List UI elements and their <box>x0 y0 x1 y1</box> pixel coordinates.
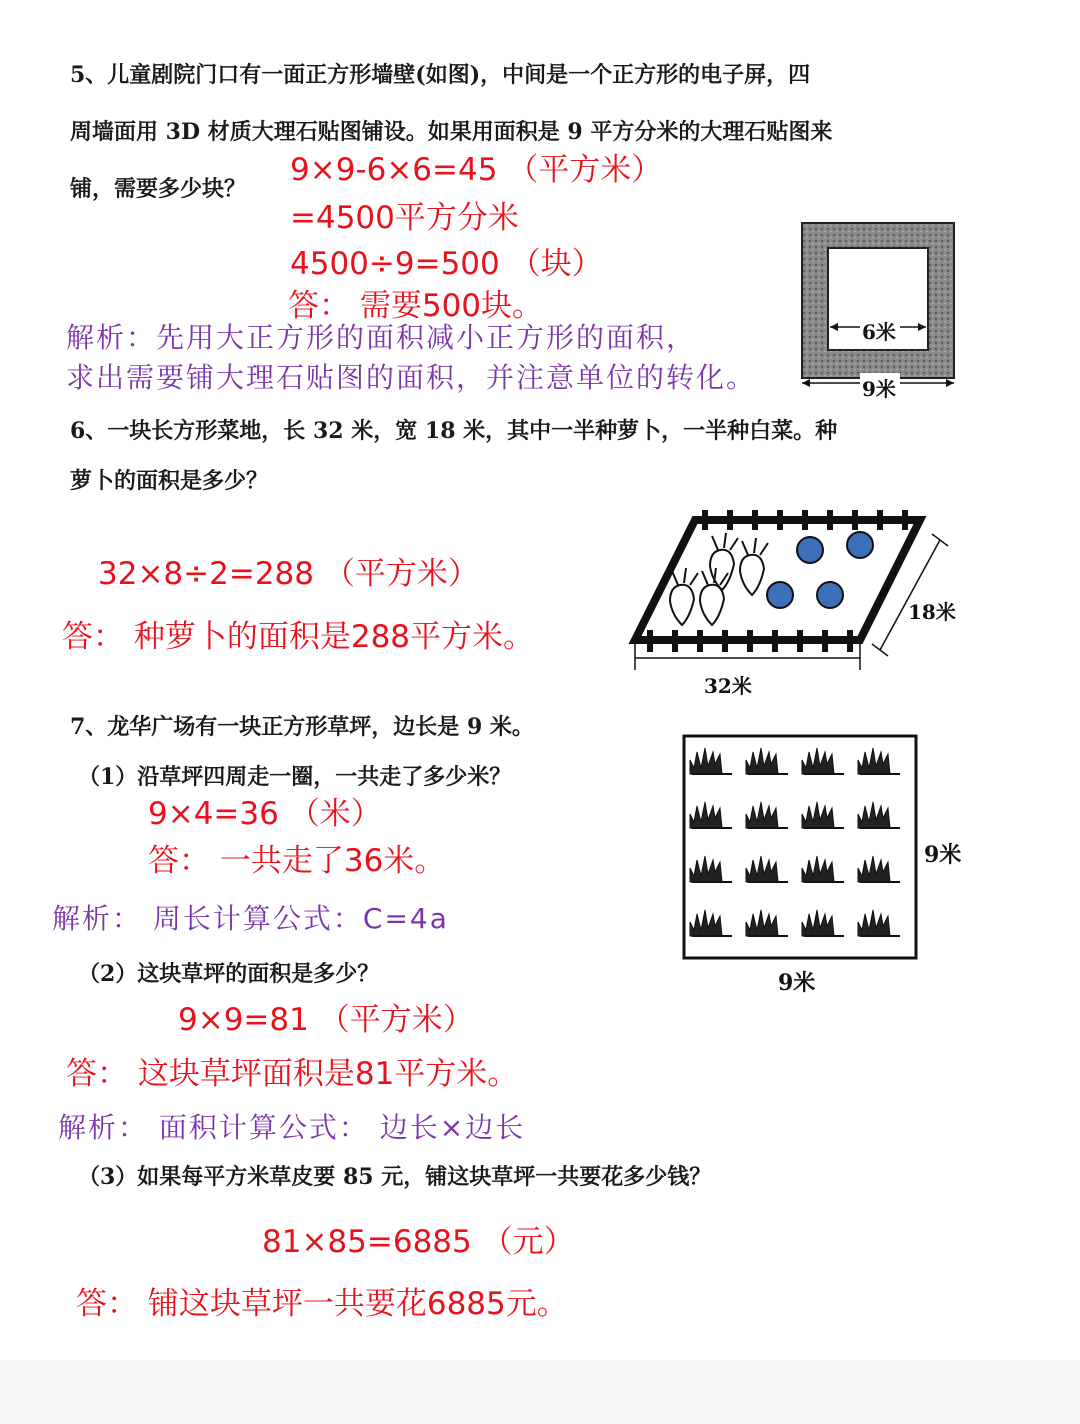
q7-part2-answer: 答： 这块草坪面积是81平方米。 <box>66 1056 519 1092</box>
q7-part2-work: 9×9=81 （平方米） <box>178 1002 474 1038</box>
inner-label: 6米 <box>862 320 896 344</box>
q5-answer: 答： 需要500块。 <box>288 288 544 324</box>
lawn-side-label: 9米 <box>924 842 962 868</box>
q7-part3-work: 81×85=6885 （元） <box>262 1224 575 1260</box>
q5-text-line3: 铺，需要多少块？ <box>70 176 247 202</box>
q5-work-step2: =4500平方分米 <box>290 200 519 236</box>
q6-work: 32×8÷2=288 （平方米） <box>98 556 479 592</box>
q6-text-line1: 6、一块长方形菜地，长 32 米，宽 18 米，其中一半种萝卜，一半种白菜。种 <box>70 418 838 444</box>
q5-analysis-line2: 求出需要铺大理石贴图的面积，并注意单位的转化。 <box>66 361 757 394</box>
q7-part1-answer: 答： 一共走了36米。 <box>148 843 446 879</box>
q7-part1-analysis: 解析： 周长计算公式：C=4a <box>52 902 449 935</box>
width-label: 18米 <box>908 600 956 624</box>
page-bottom-margin <box>0 1360 1080 1424</box>
q7-part1-work: 9×4=36 （米） <box>148 796 382 832</box>
q5-text-line2: 周墙面用 3D 材质大理石贴图铺设。如果用面积是 9 平方分米的大理石贴图来 <box>70 119 833 145</box>
fence <box>635 520 920 640</box>
q5-work-step3: 4500÷9=500 （块） <box>290 246 603 282</box>
q7-part3-answer: 答： 铺这块草坪一共要花6885元。 <box>76 1286 568 1322</box>
q6-text-line2: 萝卜的面积是多少？ <box>70 468 269 494</box>
q5-analysis-line1: 解析：先用大正方形的面积减小正方形的面积， <box>66 321 697 354</box>
q7-part1-text: （1）沿草坪四周走一圈，一共走了多少米？ <box>78 764 512 790</box>
length-label: 32米 <box>704 674 752 698</box>
lawn-bottom-label: 9米 <box>778 970 816 996</box>
q7-part3-text: （3）如果每平方米草皮要 85 元，铺这块草坪一共要花多少钱？ <box>78 1164 712 1190</box>
q7-part2-analysis: 解析： 面积计算公式： 边长×边长 <box>58 1111 526 1144</box>
lawn-diagram <box>680 732 920 962</box>
q7-part2-text: （2）这块草坪的面积是多少？ <box>78 961 380 987</box>
q5-text-line1: 5、儿童剧院门口有一面正方形墙壁(如图)，中间是一个正方形的电子屏，四 <box>70 62 811 88</box>
outer-label: 9米 <box>862 377 896 401</box>
q5-work-step1: 9×9-6×6=45 （平方米） <box>290 152 663 188</box>
q7-text: 7、龙华广场有一块正方形草坪，边长是 9 米。 <box>70 714 534 740</box>
q6-answer: 答： 种萝卜的面积是288平方米。 <box>62 619 535 655</box>
